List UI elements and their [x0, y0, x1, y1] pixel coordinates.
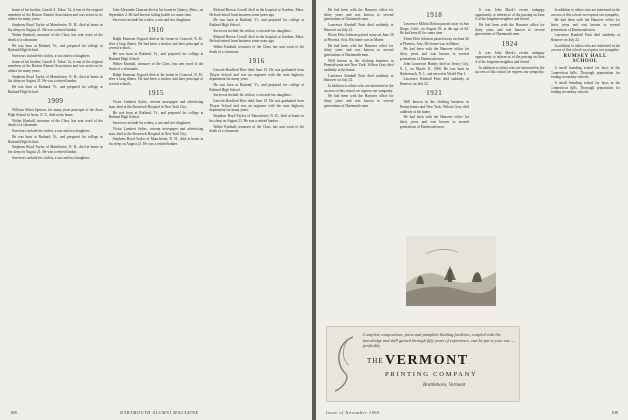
obituary-text: Victor Lambert Sykes, veteran newspaper and advertising man, died at the Roosevelt Hospital in New York City. [108, 100, 204, 110]
obituary-text: Survivors include his widow, a son and two daughters. [112, 121, 192, 126]
left-page [0, 0, 312, 420]
obituary-text: He was born at Rutland, Vt., and prepared for college at Rutland High School. [209, 18, 305, 27]
left-column-3 [209, 8, 304, 400]
obituary-text: Stephens Boyd Taylor of Manchester, N. H., died at home in his sleep on August 21. He was a retired banker. [108, 137, 204, 146]
ad-copy: Complete composition, press and pamphlet binding facilities, coupled with the knowledge and skill gained through fifty years of experience, can be put to your use — profitably [363, 332, 516, 349]
landscape-illustration [406, 236, 496, 306]
obituary-text: He was born at Rutland, Vt., and prepared for college at Rutland High School. [8, 43, 103, 53]
class-year-heading: 1916 [248, 57, 265, 66]
left-column-2 [109, 8, 204, 400]
obituary-text: Walter Kimball, treasurer of the Class, has sent word of the death of a classmate. [209, 44, 305, 54]
obituary-text: In addition to others who are interested in the success of this school we express our sympathy. [550, 8, 620, 17]
obituary-text: Survivors include his widow, a son and two daughters. [213, 28, 292, 33]
class-year-heading: 1921 [426, 89, 443, 98]
obituary-text: Ralph Emerson Osgood died at his home in Concord, N. H., after a long illness. He had been a teacher and later principal of several schools. [108, 72, 204, 86]
obituary-text: In addition to others who are interested in the success of this school we express our sympathy. [550, 43, 620, 53]
rumsey-hall-text: A small boarding school for boys in the Connecticut hills. Thorough preparation for leading secondary schools. [550, 66, 620, 80]
right-page-number: 109 [611, 410, 618, 415]
obituary-text: He was born at Rutland, Vt., and prepared for college at Rutland High School. [8, 134, 103, 144]
obituary-text: He was born at Rutland, Vt., and prepared for college at Rutland High School. [8, 85, 103, 94]
right-column-1 [324, 8, 394, 324]
obituary-text: Lawrence Kimball Pratt died suddenly at Hanover on July 22. [324, 73, 394, 83]
obituary-text: In addition to others who are interested in the success of this school we express our sympathy. [324, 84, 394, 93]
obituary-text: Lawrence Kimball Pratt died suddenly at Hanover on July 22. [550, 33, 620, 42]
obituary-text: Stephens Boyd Taylor of Manchester, N. H., died at home in his sleep on August 21. He was a retired banker. [8, 22, 103, 32]
obituary-text: Elwin Eliot Johnson passed away on June 26 at Phoenix, Ariz. His home was in Maine. [399, 36, 469, 46]
vermont-printing-ad [326, 326, 520, 402]
obituary-text: John Lawrence Hanley died in Jersey City, N. J., on March 11, 1960. He was born in Hackensack, N. J., and served in World War I. [399, 62, 469, 76]
obituary-text: Walter Kimball, treasurer of the Class, has sent word of the death of a classmate. [8, 118, 103, 128]
obituary-text: Survivors include his widow, a son and two daughters. [112, 18, 192, 23]
obituary-text: Stephens Boyd Taylor of Manchester, N. H., died at home in his sleep on August 21. He was a retired banker. [209, 114, 305, 123]
class-year-heading: 1909 [47, 97, 64, 106]
obituary-text: It was John Mack's recent unhappy opportunity to inform us of the passing on June 4 of his longtime neighbor and friend. [475, 50, 545, 64]
obituary-text: Well known in the clothing business in Pennsylvania and New York, Wilson Gray died suddenly at his home. [324, 58, 394, 72]
obituary-text: Lawrence Kimball Pratt died suddenly at Hanover on July 22. [399, 77, 469, 86]
obituary-text: Walter Kimball, treasurer of the Class, has sent word of the death of a classmate. [108, 62, 204, 71]
obituary-text: Walter Kimball, treasurer of the Class, has sent word of the death of a classmate. [8, 33, 103, 42]
obituary-text: home of his brother, Carroll A. Tabor '14, is one of the original members of the Boston Alumni Association and was active in its affairs for many years. [8, 59, 103, 74]
obituary-text: Lawrence Kimball Pratt died suddenly at Hanover on July 22. [324, 22, 394, 32]
obituary-text: He had been with the Hanover office for thirty years and was known to several generations of Dartmouth men. [399, 47, 469, 61]
obituary-text: He had been with the Hanover office for thirty years and was known to several generations of Dartmouth men. [475, 22, 545, 37]
obituary-text: In addition to others who are interested in the success of this school we express our sympathy. [475, 65, 545, 75]
obituary-text: He was born at Rutland, Vt., and prepared for college at Rutland High School. [209, 83, 305, 92]
ad-location: Brattleboro, Vermont [423, 383, 466, 388]
class-year-heading: 1910 [148, 25, 164, 34]
left-column-1 [8, 8, 103, 400]
class-year-heading: 1915 [148, 89, 164, 98]
obituary-text: Ralph Emerson Osgood died at his home in Concord, N. H., after a long illness. He had been a teacher and later principal of several schools. [108, 36, 204, 51]
obituary-text: Richard Brown Cowell died in the hospital at Gardner, Mass. He had retired from business some years ago. [209, 8, 305, 17]
class-year-heading: 1924 [501, 39, 518, 48]
obituary-text: William Abbot Spencer, for many years principal of the Avon High School in Avon, N. Y., died at his home. [8, 108, 103, 117]
obituary-text: Richard Brown Cowell died in the hospital at Gardner, Mass. He had retired from business some years ago. [209, 34, 305, 44]
obituary-text: Stephens Boyd Taylor of Manchester, N. H., died at home in his sleep on August 21. He was a retired banker. [8, 145, 103, 154]
obituary-text: Walter Kimball, treasurer of the Class, has sent word of the death of a classmate. [209, 124, 305, 134]
obituary-text: Victor Lambert Sykes, veteran newspaper and advertising man, died at the Roosevelt Hospital in New York City. [108, 127, 204, 136]
obituary-text: home of his brother, Carroll A. Tabor '14, is one of the original members of the Boston Alumni Association and was active in its affairs for many years. [8, 8, 103, 22]
left-footer: DARTMOUTH ALUMNI MAGAZINE [120, 410, 199, 415]
ornament-icon [333, 333, 359, 395]
obituary-text: Lincoln Bradford Rice died June 15. He was graduated from Thayer School and was an engineer with the state highway department for many years. [209, 99, 305, 113]
obituary-text: Survivors include his widow, a son and two daughters. [213, 93, 292, 98]
rumsey-hall-heading: RUMSEY HALL SCHOOL [563, 53, 607, 64]
obituary-text: Lawrence Milton Dolton passed away in San Diego, Calif., on August 29, at the age of 64. He had been ill for some time. [399, 22, 469, 36]
obituary-text: Survivors include his widow, a son and two daughters. [12, 129, 91, 134]
obituary-text: He was born at Rutland, Vt., and prepared for college at Rutland High School. [108, 51, 204, 61]
obituary-text: He had been with the Hanover office for thirty years and was known to several generations of Dartmouth men. [324, 8, 394, 22]
obituary-text: He was born at Rutland, Vt., and prepared for college at Rutland High School. [108, 110, 204, 120]
obituary-text: Stephens Boyd Taylor of Manchester, N. H., died at home in his sleep on August 21. He was a retired banker. [8, 74, 103, 84]
ad-brand: VERMONT [385, 353, 469, 368]
obituary-text: He had been with the Hanover office for thirty years and was known to several generations of Dartmouth men. [324, 43, 394, 57]
obituary-text: Well known in the clothing business in Pennsylvania and New York, Wilson Gray died suddenly at his home. [399, 100, 469, 114]
right-footer: Issue of November 1960 [326, 410, 380, 415]
obituary-text: It was John Mack's recent unhappy opportunity to inform us of the passing on June 4 of his longtime neighbor and friend. [475, 8, 545, 22]
right-page [316, 0, 628, 420]
class-year-heading: 1918 [426, 11, 443, 19]
ad-company-name: PRINTING COMPANY [385, 371, 478, 378]
obituary-text: He had been with the Hanover office for thirty years and was known to several generations of Dartmouth men. [399, 115, 469, 129]
ad-the: THE [367, 357, 384, 365]
obituary-text: John Alexander Duncan died at his home in Quincy, Mass., on September 2. He had been in failing health for some time. [108, 8, 204, 17]
right-column-4 [551, 8, 621, 324]
obituary-text: He had been with the Hanover office for thirty years and was known to several generations of Dartmouth men. [324, 94, 394, 108]
obituary-text: Lincoln Bradford Rice died June 15. He was graduated from Thayer School and was an engineer with the state highway department for many years. [209, 68, 305, 82]
left-page-number: 108 [10, 410, 17, 415]
rumsey-hall-text: A small boarding school for boys in the Connecticut hills. Thorough preparation for leading secondary schools. [550, 81, 620, 95]
left-columns [8, 8, 304, 400]
obituary-text: Survivors include his widow, a son and two daughters. [12, 155, 91, 160]
obituary-text: Elwin Eliot Johnson passed away on June 26 at Phoenix, Ariz. His home was in Maine. [324, 33, 394, 42]
obituary-text: He had been with the Hanover office for thirty years and was known to several generations of Dartmouth men. [550, 18, 620, 32]
obituary-text: Survivors include his widow, a son and two daughters. [12, 54, 91, 59]
